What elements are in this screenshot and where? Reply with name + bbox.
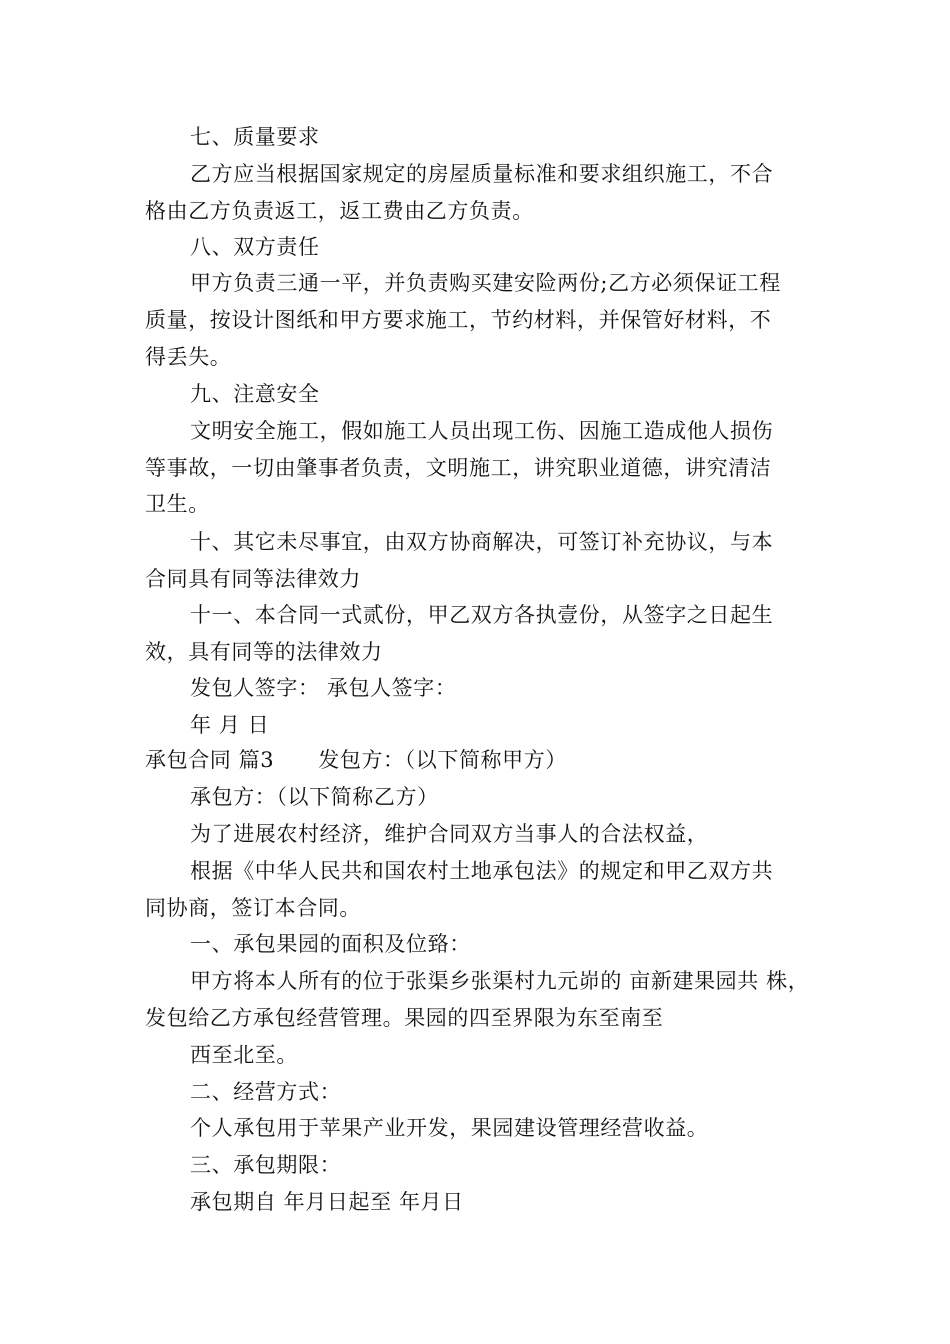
paragraph-line: 根据《中华人民共和国农村土地承包法》的规定和甲乙双方共 (190, 859, 774, 883)
paragraph-line: 甲方负责三通一平，并负责购买建安险两份;乙方必须保证工程 (190, 271, 781, 295)
paragraph-line: 发包给乙方承包经营管理。果园的四至界限为东至南至 (145, 1006, 664, 1030)
paragraph-line: 质量，按设计图纸和甲方要求施工，节约材料，并保管好材料，不 (145, 308, 772, 332)
heading-operation-mode: 二、经营方式： (190, 1080, 342, 1104)
section-heading-row (145, 746, 567, 774)
paragraph-line: 等事故，一切由肇事者负责，文明施工，讲究职业道德，讲究清洁 (145, 456, 772, 480)
paragraph-line: 十一、本合同一式贰份，甲乙双方各执壹份，从签字之日起生 (190, 603, 774, 627)
paragraph-line: 得丢失。 (145, 345, 232, 369)
paragraph-line: 文明安全施工，假如施工人员出现工伤、因施工造成他人损伤 (190, 419, 774, 443)
date-line: 年 月 日 (190, 713, 270, 737)
paragraph-line: 卫生。 (145, 492, 210, 516)
paragraph-line: 个人承包用于苹果产业开发，果园建设管理经营收益。 (190, 1116, 709, 1140)
paragraph-line: 同协商，签订本合同。 (145, 896, 361, 920)
paragraph-line: 乙方应当根据国家规定的房屋质量标准和要求组织施工，不合 (190, 162, 774, 186)
paragraph-line: 西至北至。 (190, 1043, 298, 1067)
heading-orchard-area: 一、承包果园的面积及位臵： (190, 932, 471, 956)
heading-safety: 九、注意安全 (190, 382, 320, 406)
heading-quality-requirements: 七、质量要求 (190, 125, 320, 149)
paragraph-line: 为了进展农村经济，维护合同双方当事人的合法权益， (190, 822, 709, 846)
heading-contract-term: 三、承包期限： (190, 1153, 342, 1177)
paragraph-line: 合同具有同等法律效力 (145, 567, 361, 591)
paragraph-line: 十、其它未尽事宜，由双方协商解决，可签订补充协议，与本 (190, 530, 774, 554)
section-first-line: 发包方：（以下简称甲方） (318, 748, 567, 772)
paragraph-line: 效，具有同等的法律效力 (145, 640, 383, 664)
heading-mutual-responsibility: 八、双方责任 (190, 235, 320, 259)
paragraph-line: 格由乙方负责返工，返工费由乙方负责。 (145, 199, 534, 223)
paragraph-line: 承包期自 年月日起至 年月日 (190, 1190, 464, 1214)
section-heading: 承包合同 篇3 (145, 748, 275, 772)
paragraph-line: 甲方将本人所有的位于张渠乡张渠村九元峁的 亩新建果园共 株， (190, 969, 810, 993)
paragraph-line: 承包方：（以下简称乙方） (190, 785, 439, 809)
signature-line: 发包人签字： 承包人签字： (190, 676, 457, 700)
